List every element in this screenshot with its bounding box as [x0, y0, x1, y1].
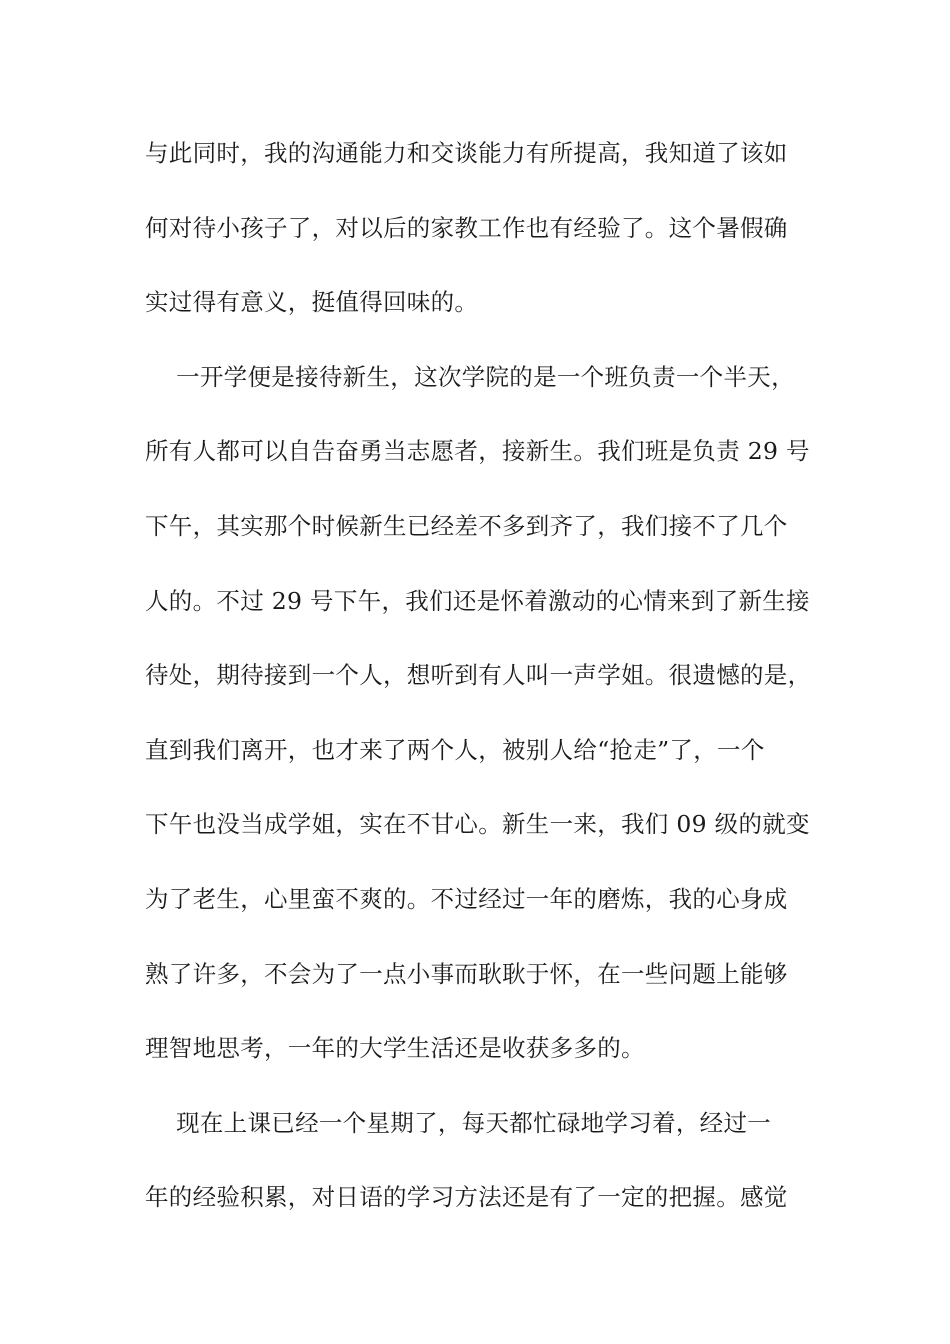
text-line-13: 理智地思考，一年的大学生活还是收获多多的。 [145, 1034, 645, 1063]
text-line-7: 人的。不过 29 号下午，我们还是怀着激动的心情来到了新生接 [145, 586, 810, 615]
text-line-15: 年的经验积累，对日语的学习方法还是有了一定的把握。感觉 [145, 1183, 788, 1212]
document-body [145, 130, 835, 1249]
text-line-9: 直到我们离开，也才来了两个人，被别人给“抢走”了，一个 [145, 735, 765, 764]
text-line-12: 熟了许多，不会为了一点小事而耿耿于怀，在一些问题上能够 [145, 959, 788, 988]
text-line-8: 待处，期待接到一个人，想听到有人叫一声学姐。很遗憾的是， [145, 661, 812, 690]
text-line-3: 实过得有意义，挺值得回味的。 [145, 288, 479, 317]
text-line-1: 与此同时，我的沟通能力和交谈能力有所提高，我知道了该如 [145, 139, 788, 167]
text-line-11: 为了老生，心里蛮不爽的。不过经过一年的磨炼，我的心身成 [145, 884, 788, 913]
text-line-10: 下午也没当成学姐，实在不甘心。新生一来，我们 09 级的就变 [145, 810, 810, 839]
text-line-4: 一开学便是接待新生，这次学院的是一个班负责一个半天， [145, 362, 795, 391]
text-line-2: 何对待小孩子了，对以后的家教工作也有经验了。这个暑假确 [145, 213, 788, 242]
text-line-6: 下午，其实那个时候新生已经差不多到齐了，我们接不了几个 [145, 511, 788, 540]
text-line-14: 现在上课已经一个星期了，每天都忙碌地学习着，经过一 [145, 1108, 772, 1137]
text-line-5: 所有人都可以自告奋勇当志愿者，接新生。我们班是负责 29 号 [145, 437, 810, 466]
